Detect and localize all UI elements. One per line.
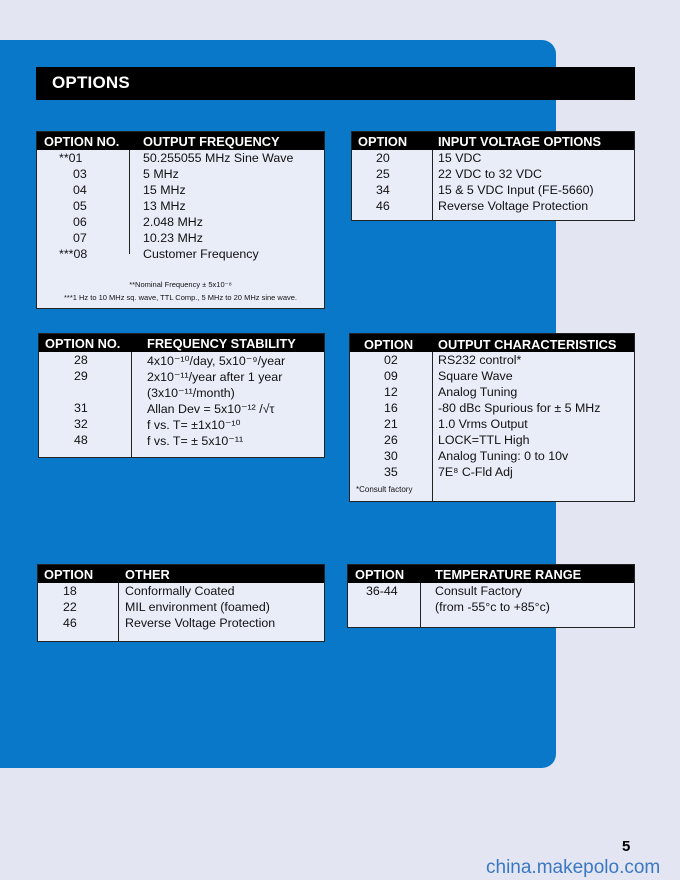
- col-option-header: OPTION: [364, 337, 414, 352]
- value-cell: 22 VDC to 32 VDC: [438, 167, 542, 181]
- table-row: [39, 416, 324, 432]
- col-value-header: TEMPERATURE RANGE: [435, 567, 582, 582]
- option-cell: 06: [73, 215, 87, 229]
- option-cell: 46: [63, 616, 77, 630]
- section-title: OPTIONS: [52, 73, 130, 92]
- value-cell: (3x10⁻¹¹/month): [147, 386, 235, 400]
- option-cell: 02: [384, 353, 398, 367]
- value-cell: 10.23 MHz: [143, 231, 203, 245]
- value-cell: 2.048 MHz: [143, 215, 203, 229]
- value-cell: -80 dBc Spurious for ± 5 MHz: [438, 401, 601, 415]
- value-cell: 15 & 5 VDC Input (FE-5660): [438, 183, 594, 197]
- section-title-bar: [36, 67, 635, 100]
- table-row: [38, 615, 324, 631]
- table-row: [350, 448, 634, 464]
- option-cell: 16: [384, 401, 398, 415]
- option-cell: 29: [74, 369, 88, 383]
- option-cell: 20: [376, 151, 390, 165]
- table-row: [352, 150, 634, 166]
- value-cell: f vs. T= ±1x10⁻¹⁰: [147, 418, 241, 432]
- option-cell: 26: [384, 433, 398, 447]
- table-header: [348, 565, 634, 583]
- value-cell: LOCK=TTL High: [438, 433, 530, 447]
- value-cell: 50.255055 MHz Sine Wave: [143, 151, 294, 165]
- table-row: [37, 214, 324, 230]
- option-cell: 04: [73, 183, 87, 197]
- page-number: 5: [622, 838, 631, 855]
- table-row: [352, 182, 634, 198]
- table-row: [39, 432, 324, 448]
- option-cell: 22: [63, 600, 77, 614]
- option-cell: 46: [376, 199, 390, 213]
- table-row: [350, 432, 634, 448]
- table-body: [348, 583, 634, 615]
- temperature-range-table: [347, 564, 635, 628]
- table-row: [350, 464, 634, 480]
- footnote: *Consult factory: [356, 485, 413, 494]
- value-cell: Reverse Voltage Protection: [438, 199, 589, 213]
- value-cell: RS232 control*: [438, 353, 522, 367]
- other-options-table: [37, 564, 325, 642]
- option-cell: 31: [74, 401, 88, 415]
- table-body: [38, 583, 324, 631]
- col-value-header: OTHER: [125, 567, 170, 582]
- option-cell: 32: [74, 417, 88, 431]
- value-cell: MIL environment (foamed): [125, 600, 270, 614]
- table-row: [348, 599, 634, 615]
- option-cell: 03: [73, 167, 87, 181]
- col-option-header: OPTION: [355, 567, 405, 582]
- table-row: [39, 384, 324, 400]
- value-cell: Consult Factory: [435, 584, 522, 598]
- value-cell: 13 MHz: [143, 199, 186, 213]
- table-row: [37, 230, 324, 246]
- value-cell: Analog Tuning: [438, 385, 518, 399]
- table-header: [37, 132, 324, 150]
- col-value-header: INPUT VOLTAGE OPTIONS: [438, 134, 602, 149]
- table-body: [39, 352, 324, 448]
- value-cell: (from -55°c to +85°c): [435, 600, 550, 614]
- table-row: [348, 583, 634, 599]
- option-cell: ***08: [59, 247, 88, 261]
- table-header: [352, 132, 634, 150]
- option-cell: 25: [376, 167, 390, 181]
- col-value-header: OUTPUT CHARACTERISTICS: [438, 337, 617, 352]
- col-value-header: FREQUENCY STABILITY: [147, 336, 296, 351]
- option-cell: 35: [384, 465, 398, 479]
- table-body: [352, 150, 634, 214]
- footnote: ***1 Hz to 10 MHz sq. wave, TTL Comp., 5 MHz to 20 MHz sine wave.: [64, 293, 297, 302]
- table-row: [350, 384, 634, 400]
- table-body: [37, 150, 324, 262]
- watermark-text: china.makepolo.com: [486, 857, 661, 878]
- option-cell: 21: [384, 417, 398, 431]
- table-row: [352, 198, 634, 214]
- value-cell: 1.0 Vrms Output: [438, 417, 528, 431]
- input-voltage-table: [351, 131, 635, 221]
- table-row: [39, 400, 324, 416]
- value-cell: f vs. T= ± 5x10⁻¹¹: [147, 434, 244, 448]
- output-characteristics-table: [349, 333, 635, 502]
- option-cell: **01: [59, 151, 83, 165]
- table-row: [39, 352, 324, 368]
- value-cell: 4x10⁻¹⁰/day, 5x10⁻⁹/year: [147, 354, 286, 368]
- option-cell: 12: [384, 385, 398, 399]
- table-row: [38, 583, 324, 599]
- value-cell: 15 VDC: [438, 151, 482, 165]
- table-row: [38, 599, 324, 615]
- footnote: **Nominal Frequency ± 5x10⁻⁸: [129, 280, 232, 289]
- table-row: [352, 166, 634, 182]
- option-cell: 05: [73, 199, 87, 213]
- table-row: [37, 150, 324, 166]
- option-cell: 18: [63, 584, 77, 598]
- table-row: [37, 166, 324, 182]
- option-cell: 36-44: [366, 584, 398, 598]
- table-row: [350, 400, 634, 416]
- table-header: [350, 334, 634, 352]
- value-cell: 5 MHz: [143, 167, 179, 181]
- value-cell: 15 MHz: [143, 183, 186, 197]
- value-cell: Reverse Voltage Protection: [125, 616, 276, 630]
- value-cell: Analog Tuning: 0 to 10v: [438, 449, 569, 463]
- table-row: [39, 368, 324, 384]
- table-row: [350, 368, 634, 384]
- table-header: [39, 334, 324, 352]
- col-option-header: OPTION: [44, 567, 94, 582]
- value-cell: Allan Dev = 5x10⁻¹² /√τ: [147, 402, 275, 416]
- value-cell: Square Wave: [438, 369, 513, 383]
- table-row: [350, 352, 634, 368]
- col-value-header: OUTPUT FREQUENCY: [143, 134, 280, 149]
- option-cell: 28: [74, 353, 88, 367]
- value-cell: 7E⁸ C-Fld Adj: [438, 465, 513, 479]
- option-cell: 34: [376, 183, 390, 197]
- table-row: [37, 246, 324, 262]
- value-cell: Conformally Coated: [125, 584, 235, 598]
- table-header: [38, 565, 324, 583]
- value-cell: Customer Frequency: [143, 247, 259, 261]
- table-row: [37, 198, 324, 214]
- col-option-header: OPTION: [358, 134, 408, 149]
- option-cell: 30: [384, 449, 398, 463]
- output-frequency-table: [36, 131, 325, 309]
- option-cell: 09: [384, 369, 398, 383]
- table-row: [350, 416, 634, 432]
- option-cell: 48: [74, 433, 88, 447]
- frequency-stability-table: [38, 333, 325, 458]
- col-option-header: OPTION NO.: [45, 336, 121, 351]
- table-body: [350, 352, 634, 480]
- value-cell: 2x10⁻¹¹/year after 1 year: [147, 370, 283, 384]
- col-option-header: OPTION NO.: [44, 134, 120, 149]
- option-cell: 07: [73, 231, 87, 245]
- table-row: [37, 182, 324, 198]
